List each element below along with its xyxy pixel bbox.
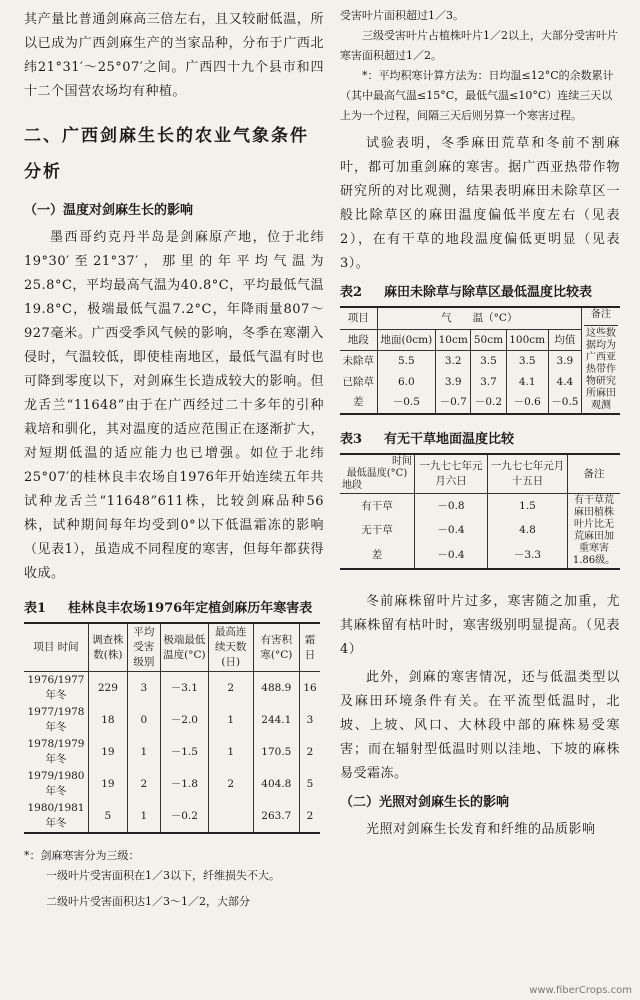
table-row (340, 372, 620, 392)
table1-number: 表1 (24, 601, 47, 616)
table1-header: 极端最低温度(°C) (160, 623, 208, 672)
table1-header: 项目 时间 (24, 623, 89, 672)
table-cell: －0.6 (506, 392, 548, 414)
table-cell: －1.5 (160, 736, 208, 768)
subsection-heading-light: （二）光照对剑麻生长的影响 (340, 795, 510, 810)
subsection-heading-temperature: （一）温度对剑麻生长的影响 (24, 203, 194, 218)
table-cell: 4.4 (548, 372, 581, 392)
table-cell: 3.9 (548, 351, 581, 372)
table-cell: 2 (300, 736, 321, 768)
table-cell: 差 (371, 549, 383, 562)
table3-corner-temp: 最低温度(°C) (346, 468, 408, 479)
table-cell: 6.0 (377, 372, 435, 392)
table-cell: 1977/1978年冬 (27, 706, 85, 733)
footnote: 一级叶片受害面积在1／3以下，纤维损失不大。 (46, 869, 280, 882)
table-cell: －3.1 (160, 672, 208, 705)
footnote: 三级受害叶片占植株叶片1／2以上，大部分受害叶片寒害面积超过1／2。 (340, 29, 618, 62)
table-cell: －1.8 (160, 768, 208, 800)
table-row (24, 768, 320, 800)
table-row (24, 704, 320, 736)
table2-note: 这些数据均为广西亚热带作物研究所麻田观测 (584, 325, 618, 412)
table-cell: 0 (127, 704, 160, 736)
paragraph-light: 光照对剑麻生长发育和纤维的品质影响 (366, 822, 596, 837)
table-cell: 3.9 (436, 372, 471, 392)
table-row (24, 672, 320, 705)
watermark: www.fiberCrops.com (529, 985, 632, 996)
table-cell: 无干草 (361, 524, 393, 537)
table3-title: 有无干草地面温度比较 (384, 432, 515, 447)
table-cell: 4.8 (488, 519, 568, 543)
table-cell: 3 (300, 704, 321, 736)
table-row (24, 800, 320, 833)
table-cell: 18 (89, 704, 128, 736)
table3-note: 有干草荒麻田植株叶片比无荒麻田加重寒害1.86级。 (568, 494, 621, 570)
table2 (340, 306, 620, 415)
table-cell: 未除草 (342, 355, 375, 368)
table-cell: 1978/1979年冬 (27, 738, 85, 765)
table-cell: 1976/1977年冬 (27, 674, 85, 701)
table-cell: 差 (353, 396, 364, 409)
table3-caption (340, 429, 620, 451)
table-cell: 1 (127, 736, 160, 768)
table-cell: 244.1 (253, 704, 299, 736)
table1-footnotes (24, 846, 324, 912)
table2-header-temp: 气 温（°C） (377, 307, 581, 329)
table-cell: 16 (300, 672, 321, 705)
table1-header-row (24, 623, 320, 672)
table3-corner (340, 454, 415, 494)
table1-header: 调查株数(株) (89, 623, 128, 672)
table-row (340, 494, 620, 519)
table-cell: 3.5 (506, 351, 548, 372)
table1-header: 最高连续天数(日) (208, 623, 253, 672)
table-cell: 5 (300, 768, 321, 800)
table2-header-note: 备注 (591, 309, 611, 320)
table1 (24, 622, 320, 834)
table-cell: 19 (89, 768, 128, 800)
table1-header: 有害积寒(°C) (253, 623, 299, 672)
table-cell: 3 (127, 672, 160, 705)
footnote: 二级叶片受害面积达1／3～1／2，大部分 (46, 895, 250, 908)
table2-subheader-row (340, 329, 620, 351)
right-column (340, 0, 620, 842)
section-heading: 二、广西剑麻生长的农业气象条件分析 (24, 126, 309, 182)
table-cell: 3.2 (436, 351, 471, 372)
table-row (340, 392, 620, 414)
table-cell: 4.1 (506, 372, 548, 392)
table-cell: 3.5 (471, 351, 506, 372)
table-cell: 229 (89, 672, 128, 705)
paragraph-weeds: 试验表明，冬季麻田荒草和冬前不割麻叶，都可加重剑麻的寒害。据广西亚热带作物研究所的对比观测，结果表明麻田未除草区一般比除草区的麻田温度偏低半度左右（见表2），在有干草的地段温度偏低更明显（见表3）。 (340, 136, 620, 271)
table3-header: 一九七七年元月十五日 (488, 454, 568, 494)
table1-caption (24, 598, 324, 620)
paragraph-intro: 其产量比普通剑麻高三倍左右，且又较耐低温，所以已成为广西剑麻生产的当家品种，分布于广西北纬21°31′～25°07′之间。广西四十九个县市和四十二个国营农场均有种植。 (24, 12, 324, 99)
table2-note-cell (582, 307, 621, 414)
footnote: *：剑麻寒害分为三级： (24, 849, 140, 862)
table-cell (208, 800, 253, 833)
table-cell: －0.8 (415, 494, 488, 519)
table3-corner-site: 地段 (342, 480, 362, 491)
table-row (24, 736, 320, 768)
table2-caption (340, 282, 620, 304)
table-cell: 有干草 (361, 499, 393, 512)
paragraph-lowtemp-types: 此外，剑麻的寒害情况，还与低温类型以及麻田环境条件有关。在平流型低温时，北坡、上坡、风口、大林段中部的麻株易受寒害；而在辐射型低温时则以洼地、下坡的麻株易受霜冻。 (340, 670, 620, 781)
table1-header: 霜日 (300, 623, 321, 672)
table-cell: 5.5 (377, 351, 435, 372)
table-cell: 19 (89, 736, 128, 768)
table-cell: 1 (208, 704, 253, 736)
table3-header: 备注 (568, 454, 621, 494)
table1-title: 桂林良丰农场1976年定植剑麻历年寒害表 (68, 601, 313, 616)
table-cell: 5 (89, 800, 128, 833)
table-cell: －3.3 (488, 543, 568, 569)
table-cell: 1.5 (488, 494, 568, 519)
table3-number: 表3 (340, 432, 363, 447)
table3 (340, 453, 620, 570)
table-cell: 1 (208, 736, 253, 768)
table2-header-item: 项目 (340, 307, 377, 329)
table-cell: 263.7 (253, 800, 299, 833)
paragraph-temperature: 墨西哥约克丹半岛是剑麻原产地，位于北纬19°30′至21°37′，那里的年平均气温为25.8°C，平均最高气温为40.8°C，平均最低气温19.8°C，极端最低气温7.2°C，年降雨量807～927毫米。广西受季风气候的影响，冬季在寒潮入侵时，气温较低，即使桂南地区，最低气温有时也可降到零度以下，对剑麻生长造成较大的影响。但龙舌兰“11648”由于在广西经过二十多年的引种栽培和驯化，其对温度的适应范围正在逐渐扩大，对短期低温的适应能力也已增强。如位于北纬25°07′的桂林良丰农场自1976年开始连续五年共试种龙舌兰“11648”611株，比较剑麻品种56株，试种期间每年均受到0°以下低温霜冻的影响（见表1），虽造成不同程度的寒害，但每年都获得收成。 (24, 230, 324, 581)
table-cell: 170.5 (253, 736, 299, 768)
left-column (24, 0, 324, 912)
table-cell: 1980/1981年冬 (27, 802, 85, 829)
table-row (340, 351, 620, 372)
table1-header: 平均受害级别 (127, 623, 160, 672)
table2-header-row (340, 307, 620, 329)
table3-header-row (340, 454, 620, 494)
table2-header-site: 地段 (340, 329, 377, 351)
table-cell: 2 (208, 768, 253, 800)
table-cell: 488.9 (253, 672, 299, 705)
table-cell: －0.2 (471, 392, 506, 414)
table2-subheader: 地面(0cm) (377, 329, 435, 351)
table-cell: 2 (300, 800, 321, 833)
table-cell: 2 (208, 672, 253, 705)
table-cell: 404.8 (253, 768, 299, 800)
table2-title: 麻田未除草与除草区最低温度比较表 (384, 285, 593, 300)
table-cell: －0.5 (548, 392, 581, 414)
paragraph-leaves: 冬前麻株留叶片过多，寒害随之加重，尤其麻株留有枯叶时，寒害级别明显提高。（见表4） (340, 594, 620, 657)
footnote: 受害叶片面积超过1／3。 (340, 9, 464, 22)
table-cell: －0.2 (160, 800, 208, 833)
table-cell: －0.4 (415, 543, 488, 569)
table2-subheader: 均值 (548, 329, 581, 351)
table3-header: 一九七七年元月六日 (415, 454, 488, 494)
footnote: *：平均积寒计算方法为：日均温≤12°C的余数累计（其中最高气温≤15°C，最低气温≤10°C）连续三天以上为一个过程，间隔三天后则另算一个寒害过程。 (340, 69, 614, 122)
table-cell: 3.7 (471, 372, 506, 392)
table-cell: 2 (127, 768, 160, 800)
table-cell: －0.5 (377, 392, 435, 414)
table2-subheader: 50cm (471, 329, 506, 351)
table-cell: 1979/1980年冬 (27, 770, 85, 797)
table2-number: 表2 (340, 285, 363, 300)
table2-subheader: 10cm (436, 329, 471, 351)
table-cell: －2.0 (160, 704, 208, 736)
table-cell: －0.4 (415, 519, 488, 543)
table-cell: －0.7 (436, 392, 471, 414)
table2-subheader: 100cm (506, 329, 548, 351)
table-cell: 已除草 (342, 375, 375, 388)
table-cell: 1 (127, 800, 160, 833)
table3-corner-time: 时间 (392, 456, 412, 467)
